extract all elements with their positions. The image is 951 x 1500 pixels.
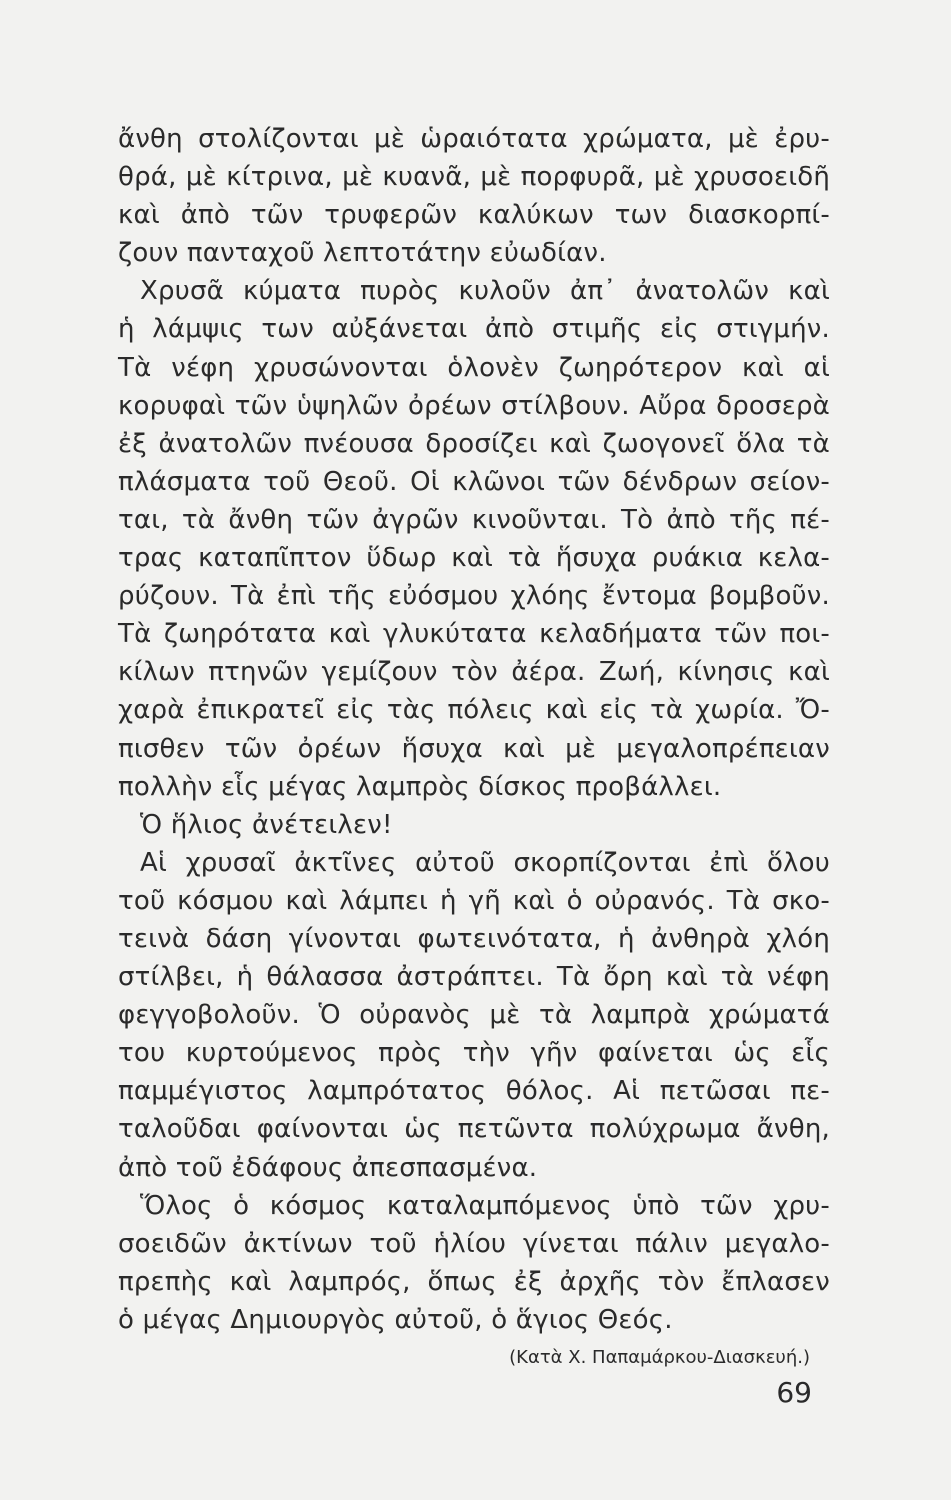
- paragraph-start-line: Ὅλος ὁ κόσμος καταλαμπόμενος ὑπὸ τῶν χρυ-: [140, 1190, 830, 1221]
- text-line: τοῦ κόσμου καὶ λάμπει ἡ γῆ καὶ ὁ οὐρανός. Τὰ σκο-: [118, 885, 830, 916]
- text-line: του κυρτούμενος πρὸς τὴν γῆν φαίνεται ὡς εἷς: [118, 1038, 830, 1069]
- text-line: τεινὰ δάση γίνονται φωτεινότατα, ἡ ἀνθηρὰ χλόη: [118, 923, 830, 954]
- text-line: Τὰ ζωηρότατα καὶ γλυκύτατα κελαδήματα τῶν ποι-: [118, 619, 830, 650]
- text-line: τρας καταπῖπτον ὕδωρ καὶ τὰ ἥσυχα ρυάκια κελα-: [118, 543, 830, 574]
- source-credit: (Κατὰ Χ. Παπαμάρκου-Διασκευή.): [509, 1347, 810, 1368]
- text-line: Τὰ νέφη χρυσώνονται ὁλονὲν ζωηρότερον καὶ αἱ: [118, 352, 830, 383]
- text-line: πλάσματα τοῦ Θεοῦ. Οἱ κλῶνοι τῶν δένδρων σείον-: [118, 466, 830, 497]
- text-line: ζουν πανταχοῦ λεπτοτάτην εὐωδίαν.: [118, 238, 607, 269]
- body-text: [118, 120, 830, 1339]
- text-line: καὶ ἀπὸ τῶν τρυφερῶν καλύκων των διασκορπί-: [118, 200, 830, 231]
- text-line: παμμέγιστος λαμπρότατος θόλος. Αἱ πετῶσαι πε-: [118, 1076, 830, 1107]
- text-line: ἀπὸ τοῦ ἐδάφους ἀπεσπασμένα.: [118, 1152, 538, 1183]
- text-line: πολλὴν εἷς μέγας λαμπρὸς δίσκος προβάλλει.: [118, 771, 722, 802]
- text-line: θρά, μὲ κίτρινα, μὲ κυανᾶ, μὲ πορφυρᾶ, μὲ χρυσοειδῆ: [118, 162, 830, 193]
- paragraph-start-line: Αἱ χρυσαῖ ἀκτῖνες αὐτοῦ σκορπίζονται ἐπὶ ὅλου: [140, 847, 830, 878]
- text-line: ὁ μέγας Δημιουργὸς αὐτοῦ, ὁ ἅγιος Θεός.: [118, 1304, 673, 1335]
- text-line: ἄνθη στολίζονται μὲ ὡραιότατα χρώματα, μὲ ἐρυ-: [118, 124, 830, 154]
- text-line: χαρὰ ἐπικρατεῖ εἰς τὰς πόλεις καὶ εἰς τὰ χωρία. Ὄ-: [118, 695, 830, 726]
- page-number: 69: [776, 1376, 812, 1409]
- text-line: πισθεν τῶν ὀρέων ἥσυχα καὶ μὲ μεγαλοπρέπειαν: [118, 733, 830, 764]
- paragraph-start-line: Ὁ ἥλιος ἀνέτειλεν!: [140, 809, 393, 840]
- text-line: ταλοῦδαι φαίνονται ὡς πετῶντα πολύχρωμα ἄνθη,: [118, 1114, 830, 1145]
- text-line: ἐξ ἀνατολῶν πνέουσα δροσίζει καὶ ζωογονεῖ ὅλα τὰ: [118, 428, 830, 459]
- text-line: πρεπὴς καὶ λαμπρός, ὅπως ἐξ ἀρχῆς τὸν ἔπλασεν: [118, 1266, 830, 1297]
- text-line: κορυφαὶ τῶν ὑψηλῶν ὀρέων στίλβουν. Αὔρα δροσερὰ: [118, 390, 830, 421]
- paragraph-start-line: Χρυσᾶ κύματα πυρὸς κυλοῦν ἀπ᾽ ἀνατολῶν καὶ: [140, 276, 830, 307]
- text-line: ρύζουν. Τὰ ἐπὶ τῆς εὐόσμου χλόης ἔντομα βομβοῦν.: [118, 581, 830, 612]
- text-line: κίλων πτηνῶν γεμίζουν τὸν ἀέρα. Ζωή, κίνησις καὶ: [118, 657, 830, 688]
- text-line: σοειδῶν ἀκτίνων τοῦ ἡλίου γίνεται πάλιν μεγαλο-: [118, 1228, 830, 1259]
- text-line: ται, τὰ ἄνθη τῶν ἀγρῶν κινοῦνται. Τὸ ἀπὸ τῆς πέ-: [118, 504, 830, 535]
- text-line: στίλβει, ἡ θάλασσα ἀστράπτει. Τὰ ὄρη καὶ τὰ νέφη: [118, 962, 830, 993]
- text-line: φεγγοβολοῦν. Ὁ οὐρανὸς μὲ τὰ λαμπρὰ χρώματά: [118, 1000, 830, 1031]
- text-line: ἡ λάμψις των αὐξάνεται ἀπὸ στιμῆς εἰς στιγμήν.: [118, 314, 830, 345]
